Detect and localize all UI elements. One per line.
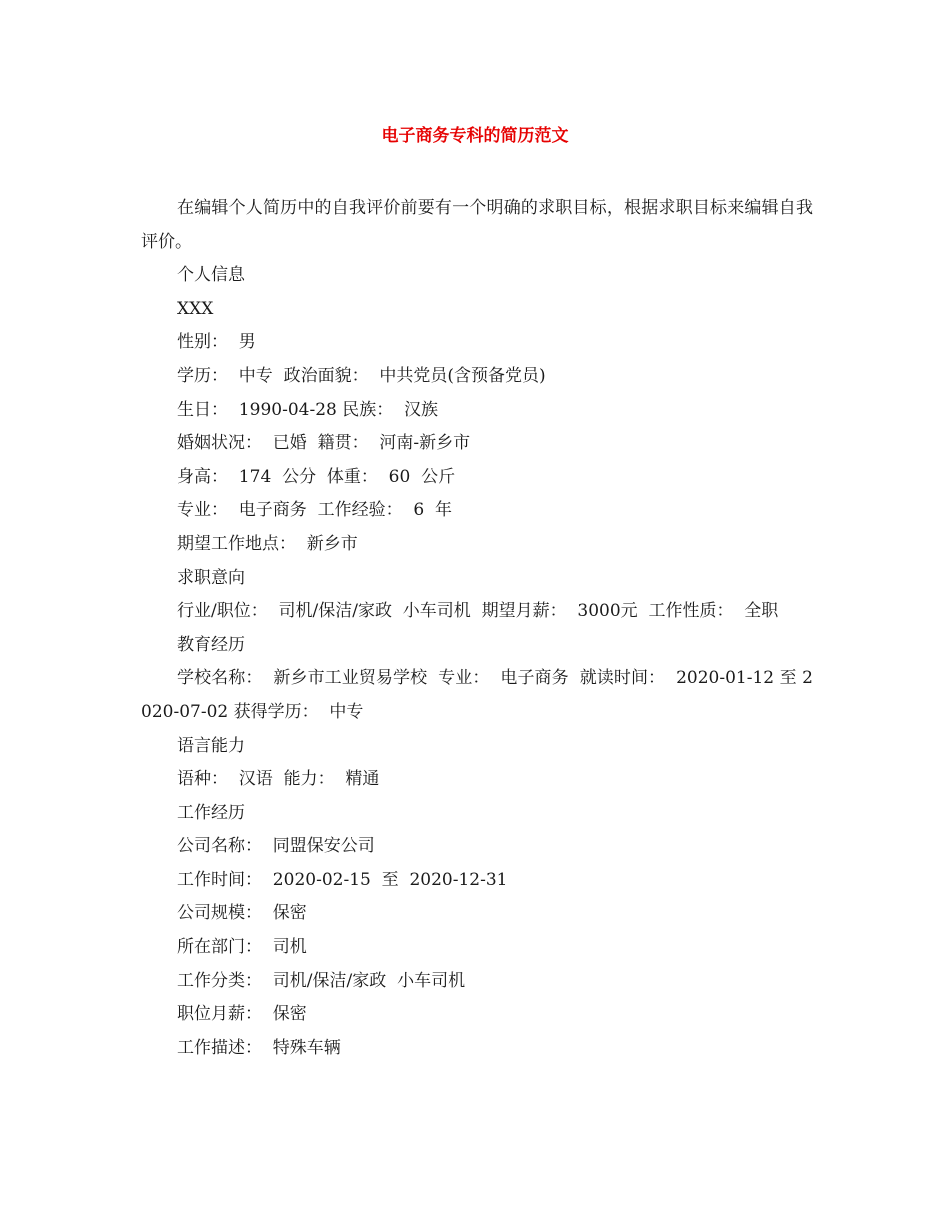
major-experience-line: 专业： 电子商务 工作经验： 6 年 xyxy=(177,500,453,521)
company-name-line: 公司名称： 同盟保安公司 xyxy=(177,836,375,857)
birthday-ethnicity-line: 生日： 1990-04-28 民族： 汉族 xyxy=(177,399,439,420)
department-line: 所在部门： 司机 xyxy=(177,937,307,958)
section-heading-education: 教育经历 xyxy=(177,634,245,655)
desired-location-line: 期望工作地点： 新乡市 xyxy=(177,533,358,554)
document-title: 电子商务专科的简历范文 xyxy=(381,126,569,146)
section-heading-personal-info: 个人信息 xyxy=(177,265,245,286)
section-heading-work-experience: 工作经历 xyxy=(177,802,245,823)
education-detail-line: 学校名称： 新乡市工业贸易学校 专业： 电子商务 就读时间： 2020-01-12 至 2020-07-02 获得学历： 中专 xyxy=(141,668,813,722)
company-size-line: 公司规模： 保密 xyxy=(177,903,307,924)
work-time-line: 工作时间： 2020-02-15 至 2020-12-31 xyxy=(177,869,508,890)
job-description-line: 工作描述： 特殊车辆 xyxy=(177,1037,341,1058)
name-line: XXX xyxy=(177,298,214,319)
monthly-salary-line: 职位月薪： 保密 xyxy=(177,1004,307,1025)
marital-origin-line: 婚姻状况： 已婚 籍贯： 河南-新乡市 xyxy=(177,433,471,454)
section-heading-job-intention: 求职意向 xyxy=(177,567,245,588)
document-body xyxy=(141,192,813,1065)
education-politics-line: 学历： 中专 政治面貌： 中共党员(含预备党员) xyxy=(177,365,546,386)
job-category-line: 工作分类： 司机/保洁/家政 小车司机 xyxy=(177,970,466,991)
gender-line: 性别： 男 xyxy=(177,332,256,353)
language-line: 语种： 汉语 能力： 精通 xyxy=(177,769,380,790)
height-weight-line: 身高： 174 公分 体重： 60 公斤 xyxy=(177,466,456,487)
job-intention-line: 行业/职位： 司机/保洁/家政 小车司机 期望月薪： 3000元 工作性质： 全职 xyxy=(177,601,779,622)
intro-paragraph: 在编辑个人简历中的自我评价前要有一个明确的求职目标，根据求职目标来编辑自我评价。 xyxy=(141,198,813,252)
section-heading-language: 语言能力 xyxy=(177,735,245,756)
